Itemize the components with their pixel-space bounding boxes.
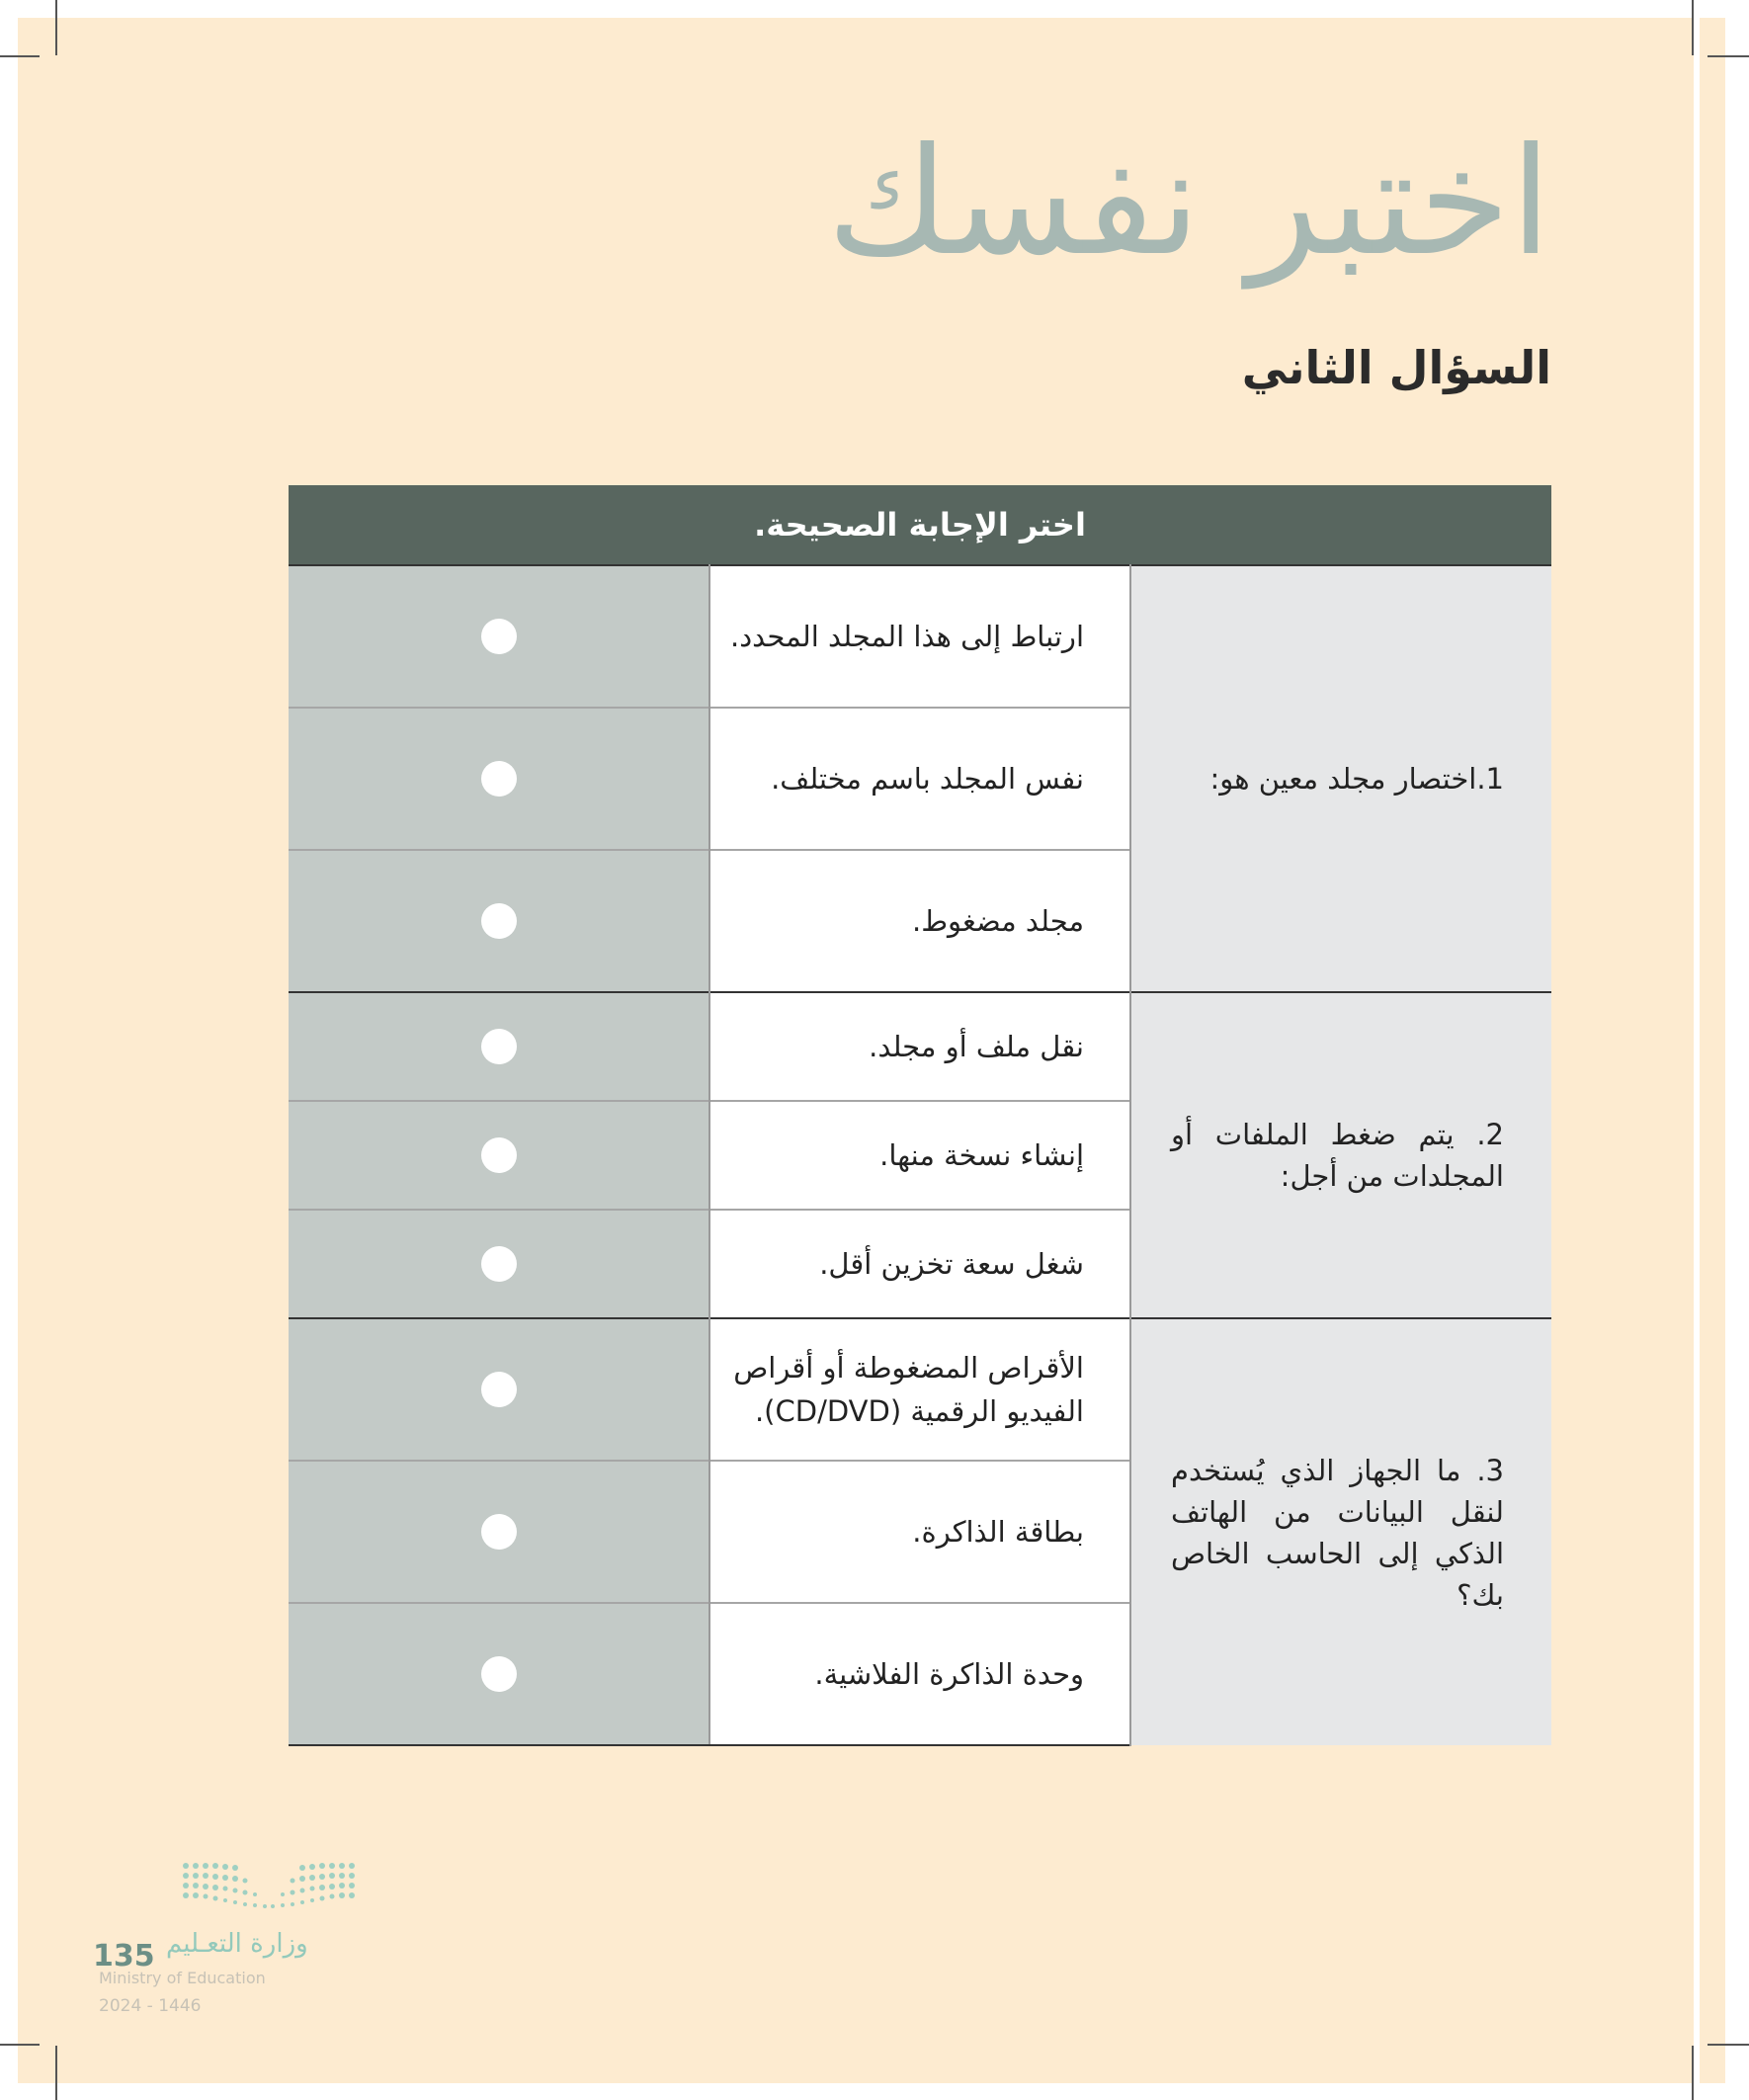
crop-mark <box>1707 55 1749 57</box>
ministry-name-english: Ministry of Education <box>99 1969 266 1987</box>
radio-button[interactable] <box>481 1029 517 1064</box>
option-text: وحدة الذاكرة الفلاشية. <box>709 1603 1130 1745</box>
option-cell <box>289 565 709 708</box>
radio-button[interactable] <box>481 1246 517 1282</box>
radio-button[interactable] <box>481 1514 517 1550</box>
radio-button[interactable] <box>481 1137 517 1173</box>
option-text: إنشاء نسخة منها. <box>709 1101 1130 1210</box>
quiz-table <box>289 485 1551 1746</box>
question-1 <box>1130 565 1551 992</box>
question-heading: السؤال الثاني <box>1241 341 1551 394</box>
academic-year: 2024 - 1446 <box>99 1996 202 2016</box>
crop-mark <box>1692 2046 1694 2100</box>
option-cell <box>289 1210 709 1318</box>
option-cell <box>289 1101 709 1210</box>
crop-mark <box>55 0 57 55</box>
option-text: بطاقة الذاكرة. <box>709 1461 1130 1603</box>
radio-button[interactable] <box>481 619 517 654</box>
crop-mark <box>1692 0 1694 55</box>
option-cell <box>289 992 709 1101</box>
option-cell <box>289 1461 709 1603</box>
radio-button[interactable] <box>481 903 517 939</box>
option-text: نفس المجلد باسم مختلف. <box>709 708 1130 850</box>
option-text: نقل ملف أو مجلد. <box>709 992 1130 1101</box>
question-text: 1.اختصار مجلد معين هو: <box>1209 762 1504 796</box>
option-cell <box>289 850 709 992</box>
radio-button[interactable] <box>481 1372 517 1407</box>
radio-button[interactable] <box>481 761 517 797</box>
table-header: اختر الإجابة الصحيحة. <box>289 485 1551 565</box>
option-cell <box>289 708 709 850</box>
question-2 <box>1130 992 1551 1318</box>
ministry-name-arabic: وزارة التعـليم <box>166 1929 308 1959</box>
crop-mark <box>0 2044 40 2046</box>
option-text: الأقراص المضغوطة أو أقراص الفيديو الرقمية (CD/DVD). <box>709 1318 1130 1461</box>
option-cell <box>289 1318 709 1461</box>
page-title: اختبر نفسك <box>826 117 1551 289</box>
option-cell <box>289 1603 709 1745</box>
option-text: مجلد مضغوط. <box>709 850 1130 992</box>
crop-mark <box>0 55 40 57</box>
page-edge-strip <box>1700 18 1725 2083</box>
question-3 <box>1130 1318 1551 1745</box>
page-number: 135 <box>93 1939 155 1974</box>
question-text: 2. يتم ضغط الملفات أو المجلدات من أجل: <box>1171 1118 1504 1193</box>
radio-button[interactable] <box>481 1656 517 1692</box>
option-text: ارتباط إلى هذا المجلد المحدد. <box>709 565 1130 708</box>
crop-mark <box>1707 2044 1749 2046</box>
crop-mark <box>55 2046 57 2100</box>
option-text: شغل سعة تخزين أقل. <box>709 1210 1130 1318</box>
question-text: 3. ما الجهاز الذي يُستخدم لنقل البيانات من الهاتف الذكي إلى الحاسب الخاص بك؟ <box>1171 1453 1504 1612</box>
ministry-logo-icon <box>180 1860 358 1923</box>
